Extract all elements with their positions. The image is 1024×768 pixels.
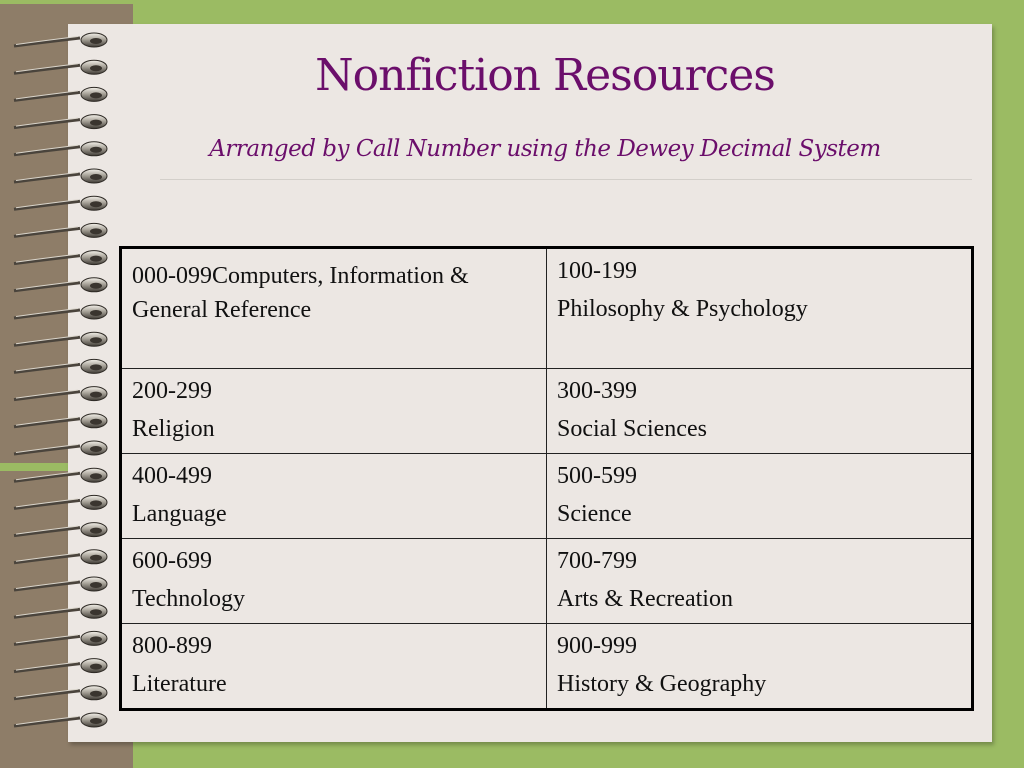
table-cell (121, 369, 547, 454)
cell-range: 700-799 (557, 548, 637, 574)
cell-label: Social Sciences (557, 416, 707, 442)
cell-range: 500-599 (557, 463, 637, 489)
cell-label: Technology (132, 586, 245, 612)
cell-label: Computers, Information & General Reference (132, 263, 469, 323)
table-cell (547, 539, 973, 624)
page-title: Nonfiction Resources (315, 50, 775, 101)
cell-label: Philosophy & Psychology (557, 296, 808, 322)
cell-label: Science (557, 501, 632, 527)
cell-label: Religion (132, 416, 215, 442)
table-cell (547, 248, 973, 369)
cell-range: 100-199 (557, 258, 637, 284)
table-cell (121, 454, 547, 539)
cell-range: 400-499 (132, 463, 212, 489)
table-cell (547, 369, 973, 454)
table-cell (547, 454, 973, 539)
table-cell (547, 624, 973, 710)
cell-label: Literature (132, 671, 227, 697)
dewey-table (119, 246, 974, 711)
table-cell (121, 624, 547, 710)
table-cell (121, 539, 547, 624)
table-cell (121, 248, 547, 369)
table-row (121, 454, 973, 539)
cell-range: 000-099 (132, 263, 212, 289)
cell-range: 800-899 (132, 633, 212, 659)
table-row (121, 624, 973, 710)
cell-range: 900-999 (557, 633, 637, 659)
cell-label: Arts & Recreation (557, 586, 733, 612)
cell-range: 600-699 (132, 548, 212, 574)
title-divider (160, 179, 972, 180)
table-row (121, 369, 973, 454)
page-subtitle: Arranged by Call Number using the Dewey Decimal System (209, 136, 881, 162)
cell-label: History & Geography (557, 671, 767, 697)
table-row (121, 248, 973, 369)
cell-label: Language (132, 501, 227, 527)
table-row (121, 539, 973, 624)
cell-range: 200-299 (132, 378, 212, 404)
cell-range: 300-399 (557, 378, 637, 404)
cell-text (132, 259, 537, 327)
